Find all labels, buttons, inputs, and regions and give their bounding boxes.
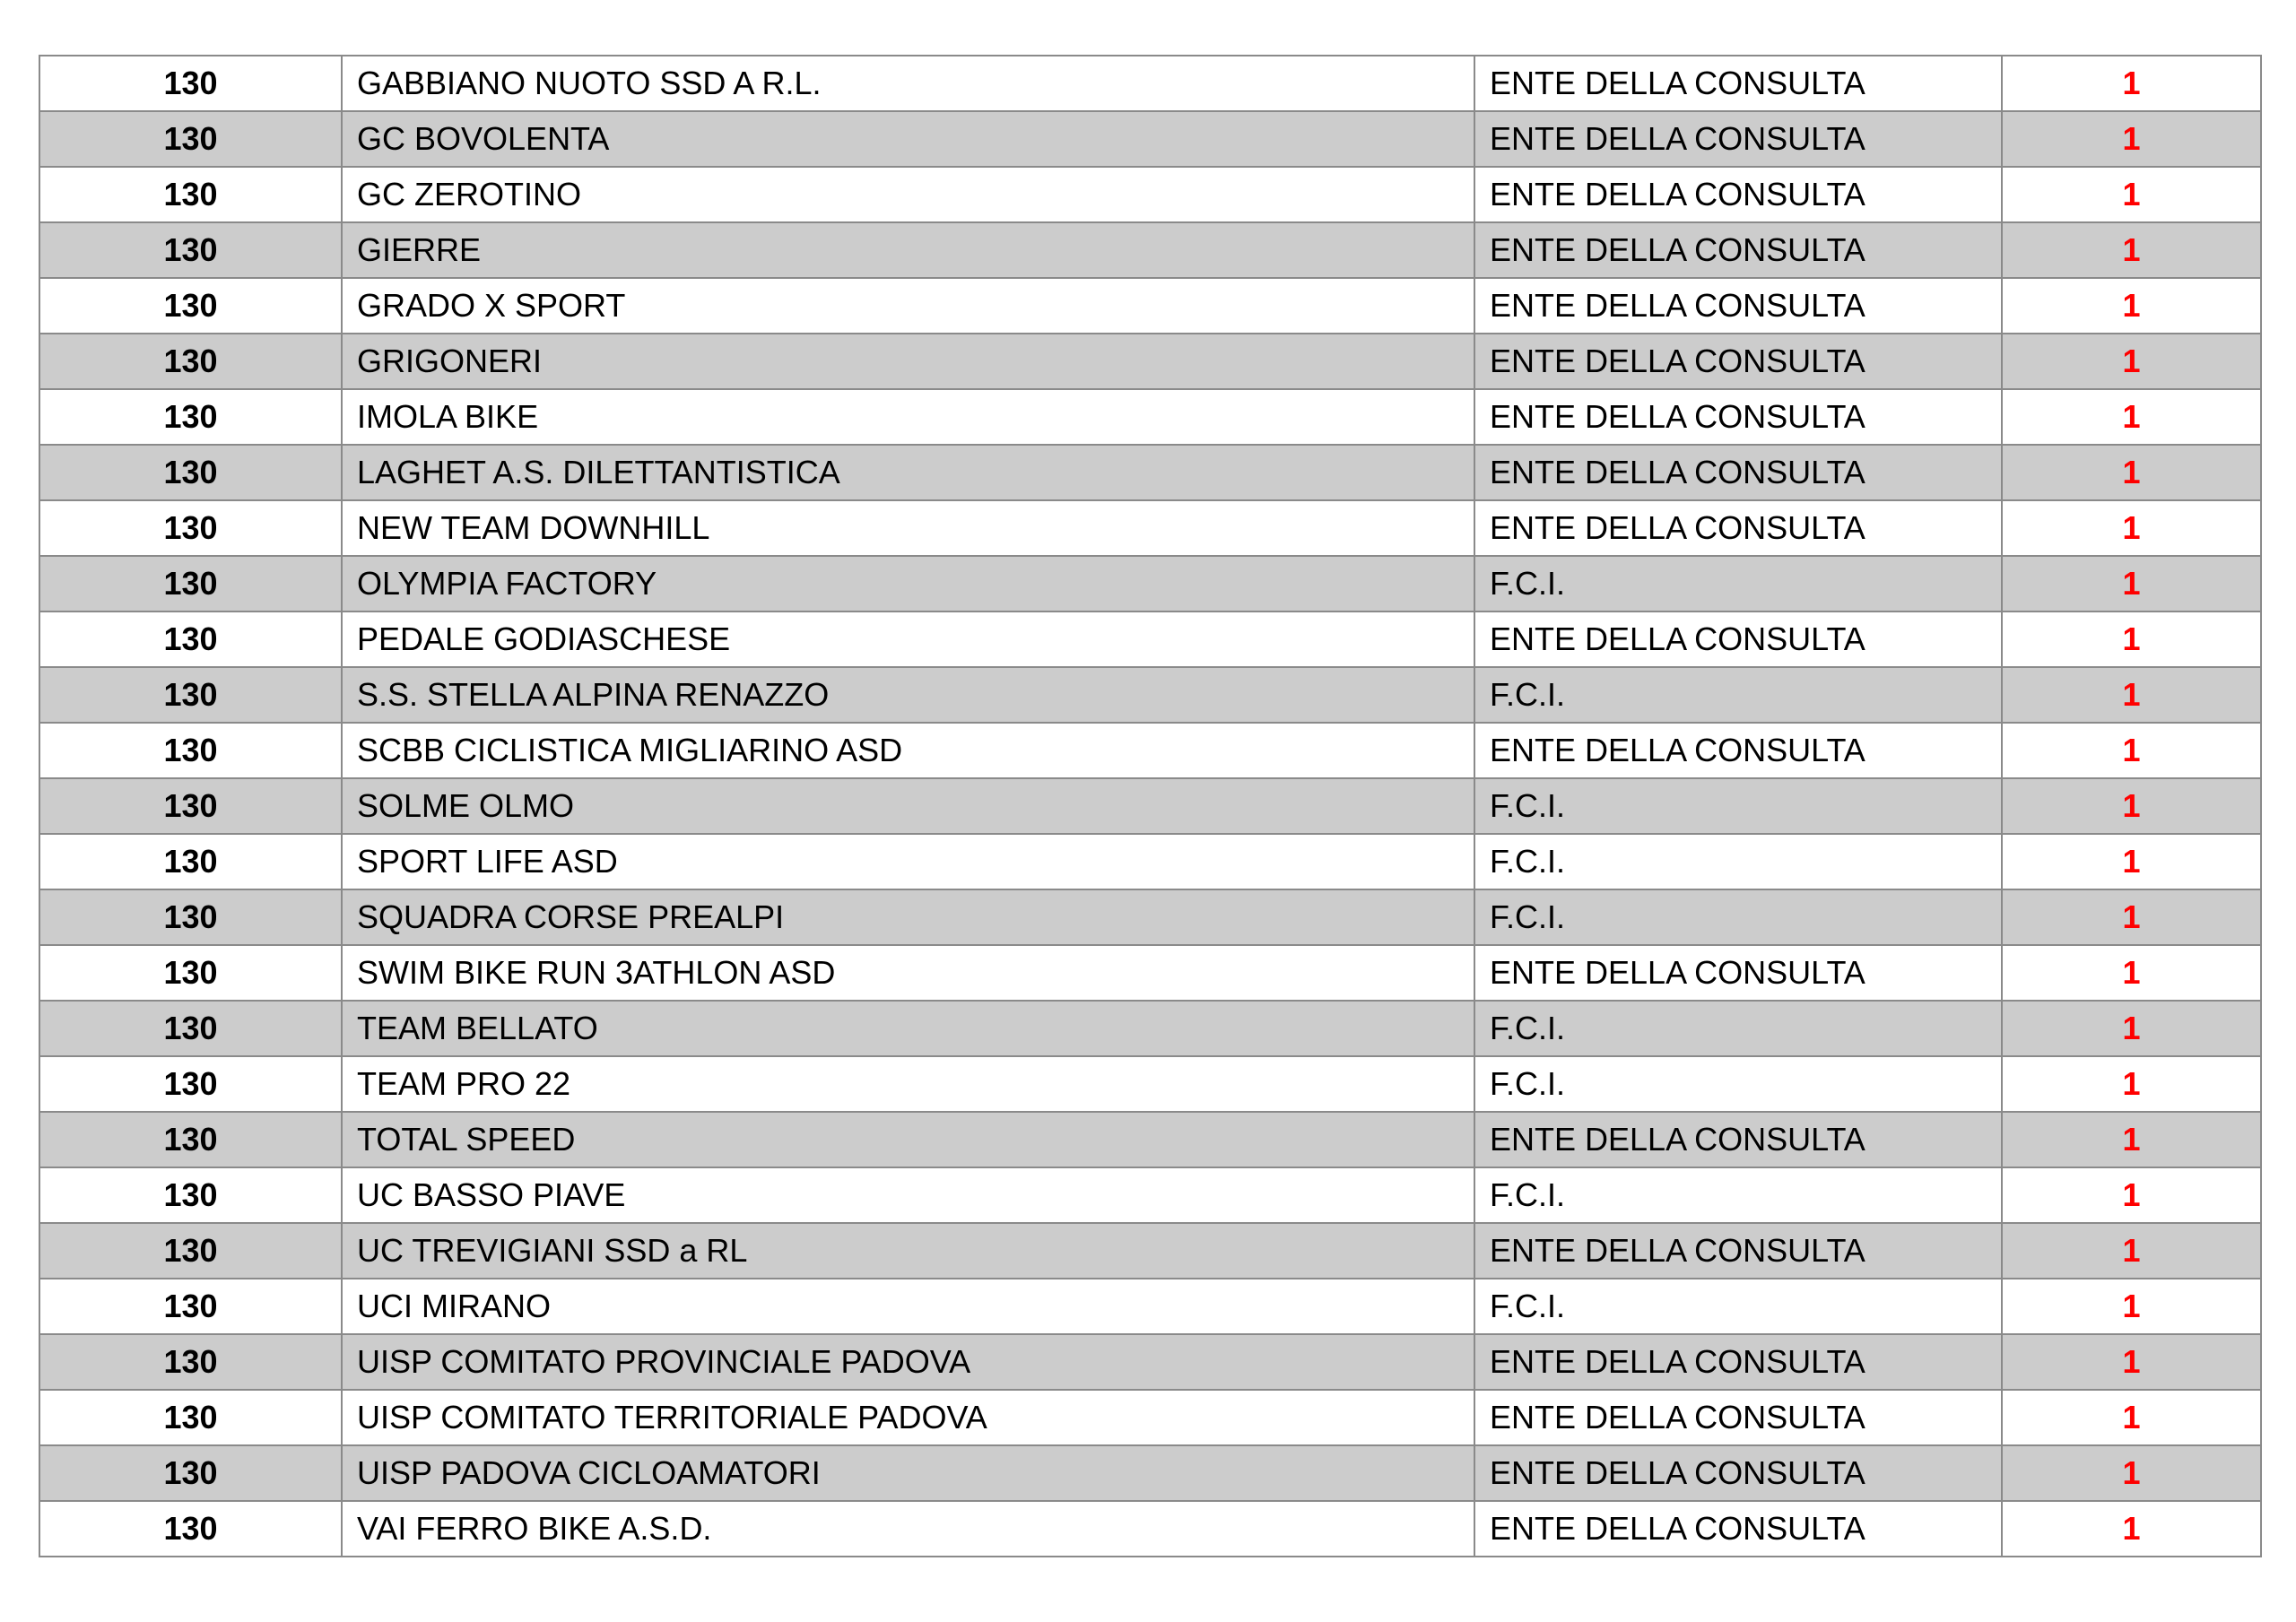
table-row [39, 612, 2261, 667]
organization-cell: ENTE DELLA CONSULTA [1474, 278, 2002, 334]
organization-cell: F.C.I. [1474, 1056, 2002, 1112]
points-cell: 1 [2002, 111, 2261, 167]
organization-cell: ENTE DELLA CONSULTA [1474, 1334, 2002, 1390]
rank-cell: 130 [39, 1279, 342, 1334]
points-cell: 1 [2002, 1056, 2261, 1112]
rank-cell: 130 [39, 111, 342, 167]
table-row [39, 889, 2261, 945]
points-cell: 1 [2002, 1334, 2261, 1390]
organization-cell: ENTE DELLA CONSULTA [1474, 1445, 2002, 1501]
points-cell: 1 [2002, 834, 2261, 889]
points-cell: 1 [2002, 389, 2261, 445]
table-row [39, 945, 2261, 1001]
table-row [39, 1056, 2261, 1112]
rank-cell: 130 [39, 667, 342, 723]
organization-cell: ENTE DELLA CONSULTA [1474, 1223, 2002, 1279]
rank-cell: 130 [39, 1390, 342, 1445]
table-row [39, 222, 2261, 278]
table-row [39, 445, 2261, 500]
organization-cell: F.C.I. [1474, 834, 2002, 889]
organization-cell: ENTE DELLA CONSULTA [1474, 445, 2002, 500]
points-cell: 1 [2002, 1390, 2261, 1445]
table-row [39, 1445, 2261, 1501]
organization-cell: ENTE DELLA CONSULTA [1474, 222, 2002, 278]
organization-cell: F.C.I. [1474, 1279, 2002, 1334]
rank-cell: 130 [39, 1056, 342, 1112]
team-name-cell: LAGHET A.S. DILETTANTISTICA [342, 445, 1474, 500]
team-name-cell: UCI MIRANO [342, 1279, 1474, 1334]
organization-cell: ENTE DELLA CONSULTA [1474, 1112, 2002, 1167]
table-body [39, 56, 2261, 1557]
table-row [39, 1112, 2261, 1167]
team-name-cell: GIERRE [342, 222, 1474, 278]
rank-cell: 130 [39, 334, 342, 389]
points-cell: 1 [2002, 1279, 2261, 1334]
team-name-cell: NEW TEAM DOWNHILL [342, 500, 1474, 556]
table-row [39, 778, 2261, 834]
rank-cell: 130 [39, 389, 342, 445]
table-row [39, 56, 2261, 111]
table-row [39, 111, 2261, 167]
table-row [39, 1390, 2261, 1445]
points-cell: 1 [2002, 167, 2261, 222]
organization-cell: F.C.I. [1474, 778, 2002, 834]
organization-cell: ENTE DELLA CONSULTA [1474, 389, 2002, 445]
team-name-cell: UC TREVIGIANI SSD a RL [342, 1223, 1474, 1279]
team-name-cell: UC BASSO PIAVE [342, 1167, 1474, 1223]
rank-cell: 130 [39, 1445, 342, 1501]
table-row [39, 667, 2261, 723]
rank-cell: 130 [39, 1501, 342, 1557]
table-row [39, 1001, 2261, 1056]
organization-cell: F.C.I. [1474, 667, 2002, 723]
organization-cell: ENTE DELLA CONSULTA [1474, 167, 2002, 222]
team-name-cell: S.S. STELLA ALPINA RENAZZO [342, 667, 1474, 723]
rank-cell: 130 [39, 1223, 342, 1279]
points-cell: 1 [2002, 334, 2261, 389]
team-name-cell: GABBIANO NUOTO SSD A R.L. [342, 56, 1474, 111]
team-name-cell: SPORT LIFE ASD [342, 834, 1474, 889]
table-row [39, 834, 2261, 889]
points-cell: 1 [2002, 1001, 2261, 1056]
table-row [39, 556, 2261, 612]
table-row [39, 500, 2261, 556]
organization-cell: ENTE DELLA CONSULTA [1474, 111, 2002, 167]
rank-cell: 130 [39, 1112, 342, 1167]
points-cell: 1 [2002, 56, 2261, 111]
organization-cell: ENTE DELLA CONSULTA [1474, 723, 2002, 778]
points-cell: 1 [2002, 1445, 2261, 1501]
team-name-cell: IMOLA BIKE [342, 389, 1474, 445]
table-row [39, 1279, 2261, 1334]
organization-cell: ENTE DELLA CONSULTA [1474, 56, 2002, 111]
team-name-cell: GRADO X SPORT [342, 278, 1474, 334]
rank-cell: 130 [39, 834, 342, 889]
rank-cell: 130 [39, 167, 342, 222]
table-row [39, 167, 2261, 222]
points-cell: 1 [2002, 612, 2261, 667]
points-cell: 1 [2002, 1501, 2261, 1557]
rank-cell: 130 [39, 1001, 342, 1056]
organization-cell: F.C.I. [1474, 1001, 2002, 1056]
team-name-cell: UISP COMITATO TERRITORIALE PADOVA [342, 1390, 1474, 1445]
points-cell: 1 [2002, 222, 2261, 278]
team-name-cell: TOTAL SPEED [342, 1112, 1474, 1167]
rank-cell: 130 [39, 278, 342, 334]
points-cell: 1 [2002, 556, 2261, 612]
table-row [39, 1501, 2261, 1557]
team-name-cell: OLYMPIA FACTORY [342, 556, 1474, 612]
rank-cell: 130 [39, 945, 342, 1001]
team-name-cell: VAI FERRO BIKE A.S.D. [342, 1501, 1474, 1557]
rank-cell: 130 [39, 445, 342, 500]
team-name-cell: SQUADRA CORSE PREALPI [342, 889, 1474, 945]
organization-cell: ENTE DELLA CONSULTA [1474, 1501, 2002, 1557]
table-row [39, 389, 2261, 445]
table-row [39, 1167, 2261, 1223]
rank-cell: 130 [39, 56, 342, 111]
points-cell: 1 [2002, 889, 2261, 945]
team-name-cell: GC BOVOLENTA [342, 111, 1474, 167]
points-cell: 1 [2002, 278, 2261, 334]
table-row [39, 1223, 2261, 1279]
rank-cell: 130 [39, 723, 342, 778]
points-cell: 1 [2002, 723, 2261, 778]
points-cell: 1 [2002, 500, 2261, 556]
rank-cell: 130 [39, 889, 342, 945]
table-row [39, 1334, 2261, 1390]
points-cell: 1 [2002, 778, 2261, 834]
rank-cell: 130 [39, 556, 342, 612]
table-row [39, 334, 2261, 389]
rank-cell: 130 [39, 222, 342, 278]
organization-cell: ENTE DELLA CONSULTA [1474, 500, 2002, 556]
rank-cell: 130 [39, 778, 342, 834]
team-name-cell: SWIM BIKE RUN 3ATHLON ASD [342, 945, 1474, 1001]
team-name-cell: UISP PADOVA CICLOAMATORI [342, 1445, 1474, 1501]
rank-cell: 130 [39, 1334, 342, 1390]
team-name-cell: TEAM PRO 22 [342, 1056, 1474, 1112]
organization-cell: F.C.I. [1474, 556, 2002, 612]
team-name-cell: GRIGONERI [342, 334, 1474, 389]
points-cell: 1 [2002, 1223, 2261, 1279]
points-cell: 1 [2002, 945, 2261, 1001]
points-cell: 1 [2002, 445, 2261, 500]
rank-cell: 130 [39, 500, 342, 556]
team-name-cell: UISP COMITATO PROVINCIALE PADOVA [342, 1334, 1474, 1390]
organization-cell: ENTE DELLA CONSULTA [1474, 334, 2002, 389]
organization-cell: F.C.I. [1474, 1167, 2002, 1223]
team-name-cell: PEDALE GODIASCHESE [342, 612, 1474, 667]
team-name-cell: SCBB CICLISTICA MIGLIARINO ASD [342, 723, 1474, 778]
points-cell: 1 [2002, 667, 2261, 723]
standings-table [39, 55, 2262, 1557]
rank-cell: 130 [39, 1167, 342, 1223]
table-row [39, 278, 2261, 334]
organization-cell: ENTE DELLA CONSULTA [1474, 1390, 2002, 1445]
points-cell: 1 [2002, 1167, 2261, 1223]
rank-cell: 130 [39, 612, 342, 667]
team-name-cell: SOLME OLMO [342, 778, 1474, 834]
team-name-cell: GC ZEROTINO [342, 167, 1474, 222]
points-cell: 1 [2002, 1112, 2261, 1167]
table-row [39, 723, 2261, 778]
organization-cell: F.C.I. [1474, 889, 2002, 945]
organization-cell: ENTE DELLA CONSULTA [1474, 612, 2002, 667]
team-name-cell: TEAM BELLATO [342, 1001, 1474, 1056]
organization-cell: ENTE DELLA CONSULTA [1474, 945, 2002, 1001]
